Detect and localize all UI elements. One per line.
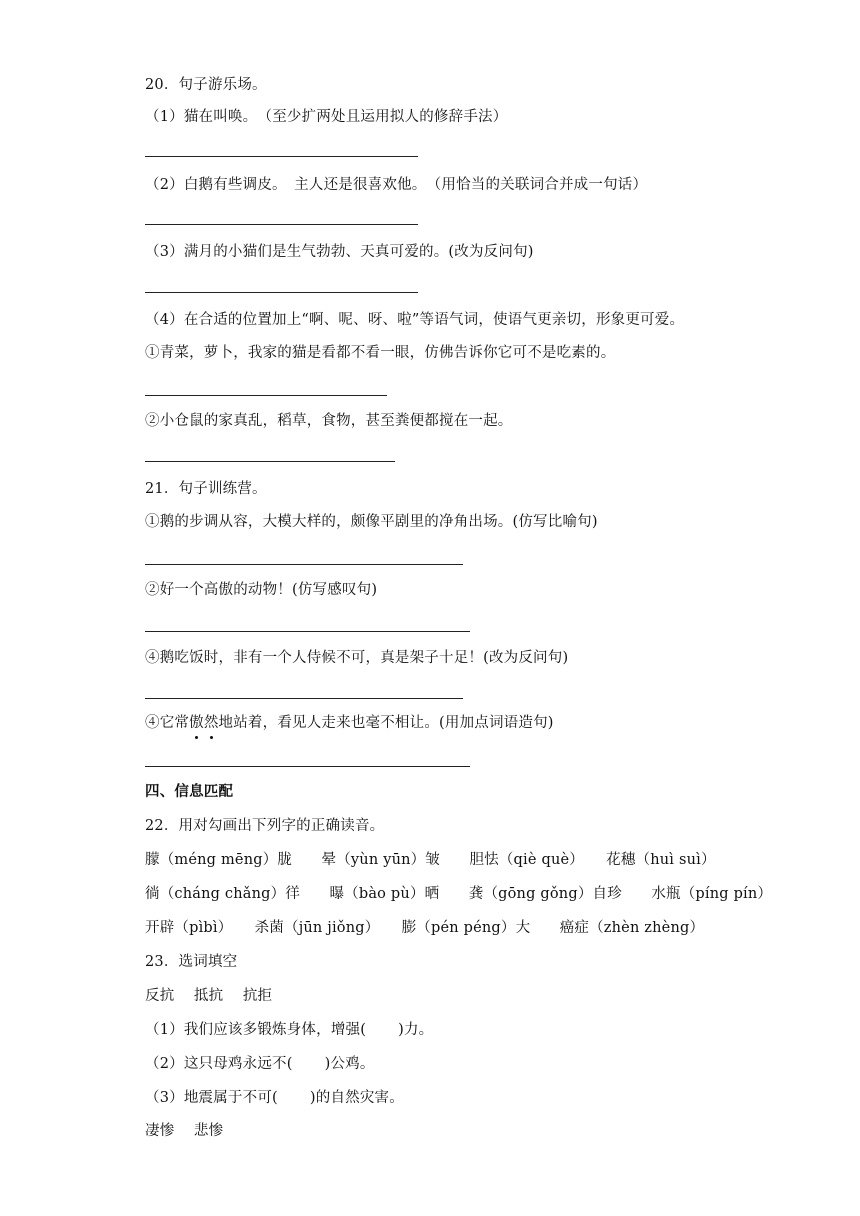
q20-sentence-3: （3）满月的小猫们是生气勃勃、天真可爱的。(改为反问句): [145, 244, 534, 260]
q21-item-b: ②好一个高傲的动物！(仿写感叹句): [145, 582, 378, 598]
q23-fill-2-post: )公鸡。: [324, 1056, 375, 1072]
answer-line-21-c[interactable]: [145, 698, 463, 699]
q21-item-c: ④鹅吃饭时，非有一个人侍候不可，真是架子十足！(改为反问句): [145, 650, 569, 666]
q23-word-group-1: 反抗 抵抗 抗拒: [145, 988, 273, 1004]
q20-sentence-4a: ①青菜，萝卜，我家的猫是看都不看一眼，仿佛告诉你它可不是吃素的。: [145, 345, 616, 361]
answer-line-21-a[interactable]: [145, 564, 463, 565]
q21-title: 21．句子训练营。: [145, 481, 267, 497]
section-4-heading: 四、信息匹配: [145, 783, 234, 800]
q23-fill-2-pre: （2）这只母鸡永远不(: [145, 1056, 293, 1072]
q22-row-3: 开辟（pìbì） 杀菌（jūn jiǒng） 膨（pén péng）大 癌症（zhèn zhèng）: [145, 920, 705, 936]
q22-title: 22．用对勾画出下列字的正确读音。: [145, 818, 385, 834]
q21-d-pre: ④它常: [145, 715, 190, 731]
answer-line-21-d[interactable]: [145, 766, 470, 767]
q21-d-post: 地站着，看见人走来也毫不相让。(用加点词语造句): [218, 715, 554, 731]
answer-line-20-2[interactable]: [145, 224, 418, 225]
answer-line-20-4a[interactable]: [145, 395, 387, 396]
q23-fill-3-pre: （3）地震属于不可(: [145, 1090, 278, 1106]
answer-line-20-3[interactable]: [145, 292, 418, 293]
q23-fill-1-pre: （1）我们应该多锻炼身体，增强(: [145, 1022, 367, 1038]
q21-item-d: [145, 713, 554, 733]
q23-fill-3-post: )的自然灾害。: [309, 1090, 404, 1106]
q21-d-dotted-char-2: 然: [203, 715, 219, 731]
q21-d-dotted-char-1: 傲: [189, 715, 204, 731]
answer-line-20-4b[interactable]: [145, 461, 395, 462]
answer-line-20-1[interactable]: [145, 156, 418, 157]
q23-fill-3: [145, 1088, 404, 1108]
q20-sentence-1: （1）猫在叫唤。 （至少扩两处且运用拟人的修辞手法）: [145, 109, 508, 125]
q20-title: 20．句子游乐场。: [145, 77, 267, 93]
q20-sentence-4: （4）在合适的位置加上“啊、呢、呀、啦”等语气词，使语气更亲切，形象更可爱。: [145, 312, 685, 328]
q22-row-1: 朦（méng mēng）胧 晕（yùn yūn）皱 胆怯（qiè què） 花穗（huì suì）: [145, 852, 716, 868]
q23-fill-1: [145, 1020, 433, 1040]
answer-line-21-b[interactable]: [145, 631, 470, 632]
q23-fill-2: [145, 1054, 375, 1074]
q20-sentence-4b: ②小仓鼠的家真乱，稻草，食物，甚至粪便都搅在一起。: [145, 413, 513, 429]
q22-row-2: 徜（cháng chǎng）徉 曝（bào pù）晒 龚（gōng gǒng）自珍 水瓶（píng pín）: [145, 886, 773, 902]
q23-title: 23．选词填空: [145, 954, 238, 970]
q23-fill-1-post: )力。: [398, 1022, 434, 1038]
q23-word-group-2: 凄惨 悲惨: [145, 1123, 224, 1139]
q20-sentence-2: （2）白鹅有些调皮。 主人还是很喜欢他。 （用恰当的关联词合并成一句话）: [145, 177, 648, 193]
q21-item-a: ①鹅的步调从容，大模大样的，颇像平剧里的净角出场。(仿写比喻句): [145, 514, 598, 530]
